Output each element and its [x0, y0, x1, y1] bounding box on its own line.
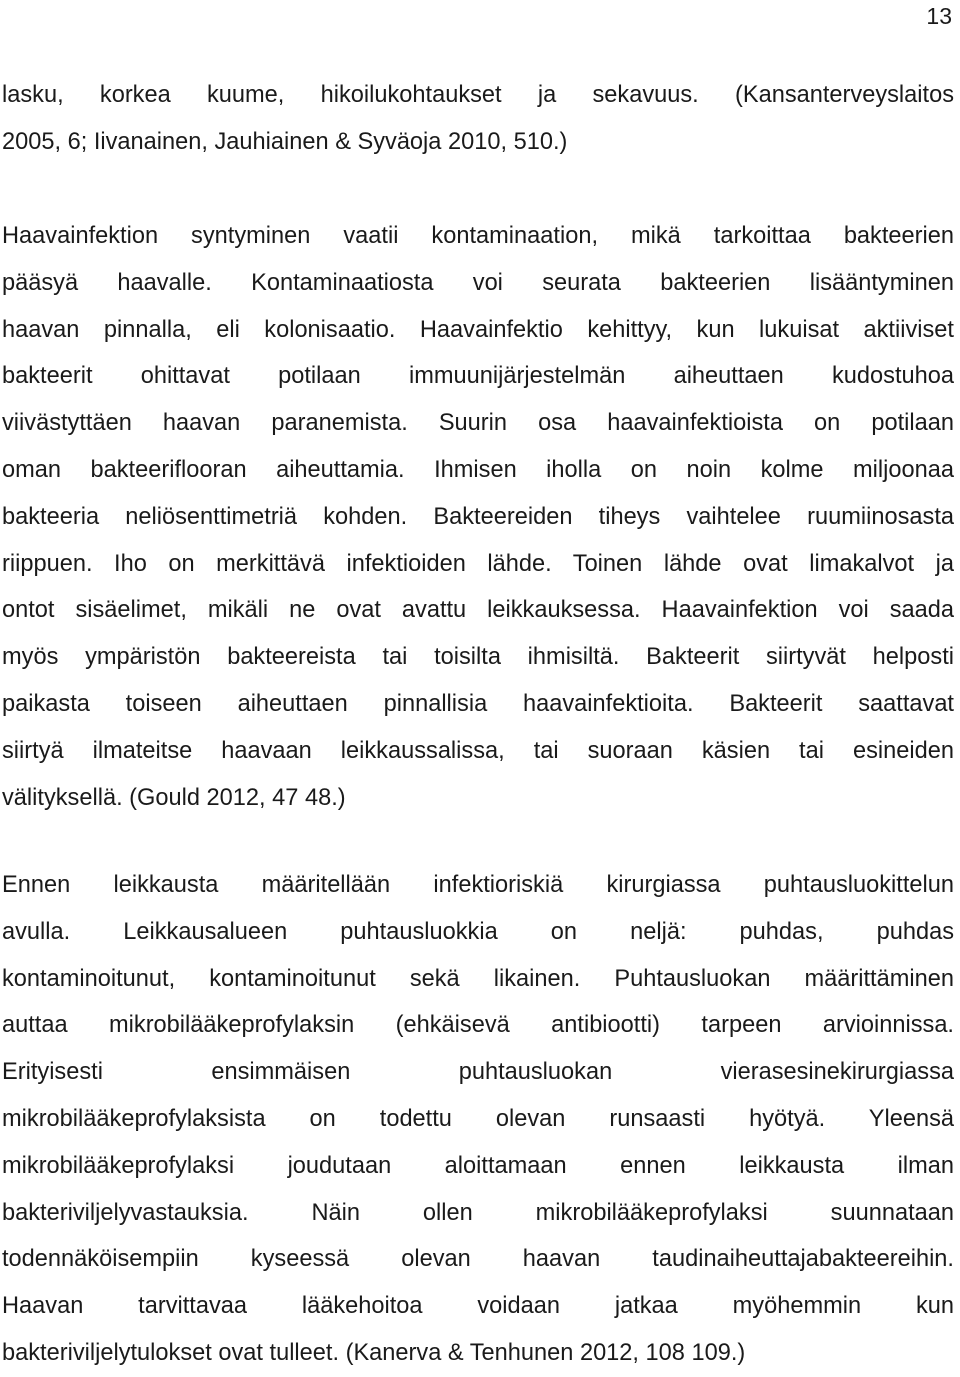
text-line: bakteeria neliösenttimetriä kohden. Bakteereiden tiheys vaihtelee ruumiinosasta [2, 503, 954, 530]
text-line: siirtyä ilmateitse haavaan leikkaussalissa, tai suoraan käsien tai esineiden [2, 737, 954, 764]
text-line: viivästyttäen haavan paranemista. Suurin osa haavainfektioista on potilaan [2, 410, 954, 437]
text-line: Ennen leikkausta määritellään infektioriskiä kirurgiassa puhtausluokittelun [2, 872, 954, 898]
text-line: myös ympäristön bakteereista tai toisilta ihmisiltä. Bakteerit siirtyvät helposti [2, 644, 954, 671]
text-line: avulla. Leikkausalueen puhtausluokkia on neljä: puhdas, puhdas [2, 918, 954, 945]
text-line: pääsyä haavalle. Kontaminaatiosta voi seurata bakteerien lisääntyminen [2, 269, 954, 296]
paragraph-2 [2, 213, 954, 821]
text-line: Erityisesti ensimmäisen puhtausluokan vierasesinekirurgiassa [2, 1059, 954, 1086]
text-line: bakteriviljelytulokset ovat tulleet. (Kanerva & Tenhunen 2012, 108 109.) [2, 1339, 746, 1366]
text-line: paikasta toiseen aiheuttaen pinnallisia haavainfektioita. Bakteerit saattavat [2, 690, 954, 717]
text-line: lasku, korkea kuume, hikoilukohtaukset ja sekavuus. (Kansanterveyslaitos [2, 82, 954, 108]
text-line: bakteerit ohittavat potilaan immuunijärjestelmän aiheuttaen kudostuhoa [2, 363, 954, 390]
text-line: todennäköisempiin kyseessä olevan haavan taudinaiheuttajabakteereihin. [2, 1246, 954, 1273]
text-line: kontaminoitunut, kontaminoitunut sekä likainen. Puhtausluokan määrittäminen [2, 965, 954, 992]
paragraph-3 [2, 862, 954, 1377]
text-line: ontot sisäelimet, mikäli ne ovat avattu leikkauksessa. Haavainfektion voi saada [2, 597, 954, 624]
text-line: oman bakteeriflooran aiheuttamia. Ihmisen iholla on noin kolme miljoonaa [2, 456, 954, 483]
page-number: 13 [926, 3, 952, 29]
paragraph-1 [2, 72, 954, 166]
text-line: auttaa mikrobilääkeprofylaksin (ehkäisevä antibiootti) tarpeen arvioinnissa. [2, 1012, 954, 1039]
text-line: välityksellä. (Gould 2012, 47 48.) [2, 784, 346, 811]
text-line: bakteriviljelyvastauksia. Näin ollen mikrobilääkeprofylaksi suunnataan [2, 1199, 954, 1226]
text-line: Haavan tarvittavaa lääkehoitoa voidaan jatkaa myöhemmin kun [2, 1293, 954, 1320]
text-line: mikrobilääkeprofylaksi joudutaan aloittamaan ennen leikkausta ilman [2, 1152, 954, 1179]
text-line: haavan pinnalla, eli kolonisaatio. Haavainfektio kehittyy, kun lukuisat aktiiviset [2, 316, 954, 343]
text-line: mikrobilääkeprofylaksista on todettu olevan runsaasti hyötyä. Yleensä [2, 1105, 954, 1132]
text-line: Haavainfektion syntyminen vaatii kontaminaation, mikä tarkoittaa bakteerien [2, 223, 954, 249]
text-line: 2005, 6; Iivanainen, Jauhiainen & Syväoja 2010, 510.) [2, 128, 568, 155]
text-line: riippuen. Iho on merkittävä infektioiden lähde. Toinen lähde ovat limakalvot ja [2, 550, 954, 577]
